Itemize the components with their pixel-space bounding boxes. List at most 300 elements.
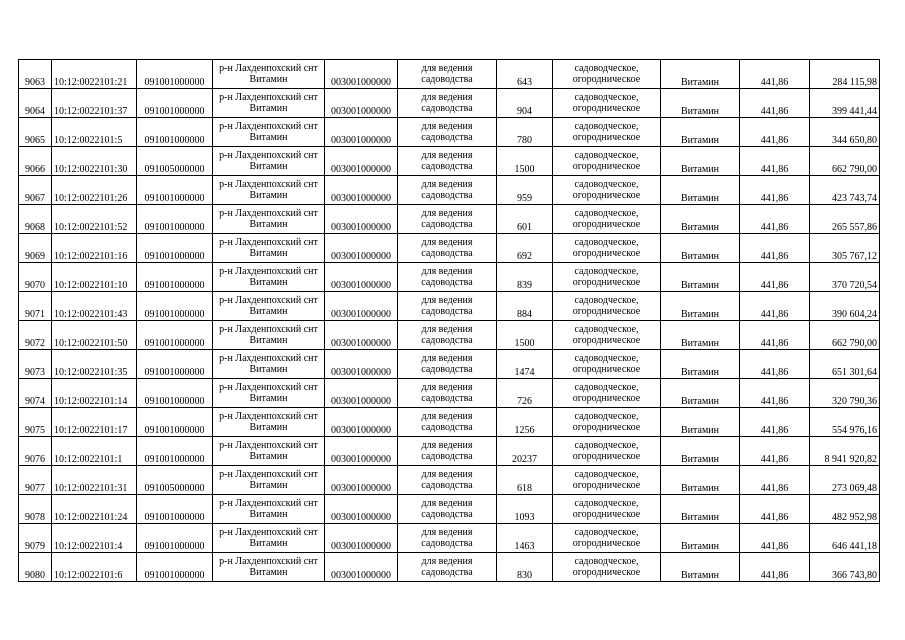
permitted-use-cell-line: для ведения [421,295,473,306]
specific-value-cell: 441,86 [740,118,810,147]
cadastral-number-cell: 10:12:0022101:6 [52,553,137,582]
permitted-use-cell [398,118,497,147]
permitted-use-cell [398,408,497,437]
cadastral-value-cell: 390 604,24 [810,292,880,321]
table-row [19,466,880,495]
permitted-use-cell-line: садоводства [421,538,473,549]
partnership-name-cell: Витамин [661,118,740,147]
permitted-use-cell [398,553,497,582]
land-category-cell-line: садоводческое, [574,411,639,422]
address-cell-line: р-н Лахденпохский снт [219,208,318,219]
address-cell-line: р-н Лахденпохский снт [219,295,318,306]
table-row [19,321,880,350]
partnership-name-cell: Витамин [661,89,740,118]
category-code-cell: 003001000000 [325,321,398,350]
permitted-use-cell-line: садоводства [421,277,473,288]
address-cell [213,89,325,118]
cadastral-number-cell: 10:12:0022101:24 [52,495,137,524]
table-row [19,234,880,263]
permitted-use-cell-line: садоводства [421,364,473,375]
partnership-name-cell: Витамин [661,379,740,408]
area-cell: 1500 [497,147,553,176]
oktmo-code-cell: 091001000000 [137,118,213,147]
address-cell-line: р-н Лахденпохский снт [219,469,318,480]
land-category-cell [553,292,661,321]
specific-value-cell: 441,86 [740,524,810,553]
specific-value-cell: 441,86 [740,234,810,263]
permitted-use-cell-line: садоводства [421,306,473,317]
address-cell [213,60,325,89]
address-cell [213,408,325,437]
land-category-cell [553,379,661,408]
address-cell-line: р-н Лахденпохский снт [219,440,318,451]
row-number-cell: 9065 [19,118,52,147]
permitted-use-cell-line: садоводства [421,335,473,346]
land-category-cell-line: огородническое [572,103,641,114]
address-cell-line: Витамин [249,451,288,462]
address-cell-line: Витамин [249,509,288,520]
permitted-use-cell [398,495,497,524]
land-category-cell [553,263,661,292]
cadastral-number-cell: 10:12:0022101:17 [52,408,137,437]
category-code-cell: 003001000000 [325,408,398,437]
oktmo-code-cell: 091001000000 [137,292,213,321]
cadastral-value-cell: 651 301,64 [810,350,880,379]
address-cell [213,234,325,263]
table-row [19,495,880,524]
address-cell [213,379,325,408]
permitted-use-cell-line: садоводства [421,161,473,172]
cadastral-value-cell: 646 441,18 [810,524,880,553]
row-number-cell: 9079 [19,524,52,553]
land-category-cell-line: огородническое [572,248,641,259]
address-cell-line: р-н Лахденпохский снт [219,179,318,190]
area-cell: 1256 [497,408,553,437]
category-code-cell: 003001000000 [325,495,398,524]
specific-value-cell: 441,86 [740,466,810,495]
cadastral-value-cell: 423 743,74 [810,176,880,205]
permitted-use-cell-line: для ведения [421,150,473,161]
area-cell: 20237 [497,437,553,466]
area-cell: 1474 [497,350,553,379]
permitted-use-cell [398,263,497,292]
category-code-cell: 003001000000 [325,89,398,118]
cadastral-number-cell: 10:12:0022101:21 [52,60,137,89]
partnership-name-cell: Витамин [661,292,740,321]
permitted-use-cell [398,89,497,118]
category-code-cell: 003001000000 [325,234,398,263]
address-cell-line: Витамин [249,190,288,201]
oktmo-code-cell: 091001000000 [137,89,213,118]
permitted-use-cell-line: для ведения [421,208,473,219]
land-category-cell-line: огородническое [572,451,641,462]
cadastral-value-cell: 662 790,00 [810,147,880,176]
cadastral-value-cell: 399 441,44 [810,89,880,118]
area-cell: 618 [497,466,553,495]
partnership-name-cell: Витамин [661,205,740,234]
address-cell-line: Витамин [249,248,288,259]
specific-value-cell: 441,86 [740,60,810,89]
table-row [19,553,880,582]
land-category-cell-line: огородническое [572,190,641,201]
permitted-use-cell [398,292,497,321]
cadastral-value-cell: 305 767,12 [810,234,880,263]
permitted-use-cell-line: садоводства [421,393,473,404]
category-code-cell: 003001000000 [325,553,398,582]
land-category-cell [553,495,661,524]
permitted-use-cell-line: для ведения [421,121,473,132]
permitted-use-cell-line: для ведения [421,382,473,393]
address-cell-line: р-н Лахденпохский снт [219,121,318,132]
oktmo-code-cell: 091001000000 [137,524,213,553]
table-row [19,263,880,292]
partnership-name-cell: Витамин [661,408,740,437]
permitted-use-cell-line: садоводства [421,567,473,578]
land-category-cell-line: садоводческое, [574,150,639,161]
permitted-use-cell-line: для ведения [421,92,473,103]
permitted-use-cell-line: для ведения [421,556,473,567]
permitted-use-cell [398,234,497,263]
category-code-cell: 003001000000 [325,524,398,553]
land-category-cell [553,60,661,89]
permitted-use-cell [398,205,497,234]
oktmo-code-cell: 091005000000 [137,147,213,176]
address-cell-line: Витамин [249,103,288,114]
specific-value-cell: 441,86 [740,89,810,118]
row-number-cell: 9067 [19,176,52,205]
permitted-use-cell-line: садоводства [421,480,473,491]
land-category-cell-line: огородническое [572,480,641,491]
specific-value-cell: 441,86 [740,553,810,582]
land-category-cell-line: садоводческое, [574,121,639,132]
address-cell [213,147,325,176]
table-row [19,437,880,466]
cadastral-value-cell: 370 720,54 [810,263,880,292]
category-code-cell: 003001000000 [325,263,398,292]
specific-value-cell: 441,86 [740,292,810,321]
oktmo-code-cell: 091001000000 [137,553,213,582]
specific-value-cell: 441,86 [740,437,810,466]
land-category-cell-line: огородническое [572,509,641,520]
category-code-cell: 003001000000 [325,60,398,89]
permitted-use-cell [398,437,497,466]
address-cell [213,321,325,350]
oktmo-code-cell: 091001000000 [137,263,213,292]
cadastral-value-cell: 273 069,48 [810,466,880,495]
area-cell: 959 [497,176,553,205]
land-category-cell-line: огородническое [572,364,641,375]
row-number-cell: 9064 [19,89,52,118]
address-cell-line: Витамин [249,393,288,404]
address-cell-line: р-н Лахденпохский снт [219,266,318,277]
category-code-cell: 003001000000 [325,379,398,408]
permitted-use-cell-line: садоводства [421,190,473,201]
table-row [19,118,880,147]
land-category-cell [553,524,661,553]
address-cell-line: р-н Лахденпохский снт [219,498,318,509]
permitted-use-cell [398,147,497,176]
cadastral-number-cell: 10:12:0022101:16 [52,234,137,263]
address-cell [213,524,325,553]
permitted-use-cell-line: садоводства [421,451,473,462]
oktmo-code-cell: 091001000000 [137,321,213,350]
land-category-cell-line: садоводческое, [574,92,639,103]
category-code-cell: 003001000000 [325,118,398,147]
land-category-cell-line: садоводческое, [574,382,639,393]
land-category-cell-line: садоводческое, [574,63,639,74]
cadastral-number-cell: 10:12:0022101:37 [52,89,137,118]
oktmo-code-cell: 091005000000 [137,466,213,495]
address-cell [213,263,325,292]
partnership-name-cell: Витамин [661,147,740,176]
category-code-cell: 003001000000 [325,205,398,234]
row-number-cell: 9071 [19,292,52,321]
area-cell: 830 [497,553,553,582]
permitted-use-cell [398,379,497,408]
row-number-cell: 9063 [19,60,52,89]
land-category-cell [553,147,661,176]
address-cell [213,495,325,524]
category-code-cell: 003001000000 [325,147,398,176]
land-category-cell [553,205,661,234]
address-cell-line: Витамин [249,277,288,288]
cadastral-value-cell: 554 976,16 [810,408,880,437]
permitted-use-cell-line: садоводства [421,248,473,259]
land-category-cell-line: огородническое [572,538,641,549]
cadastral-value-cell: 8 941 920,82 [810,437,880,466]
address-cell-line: р-н Лахденпохский снт [219,556,318,567]
land-category-cell-line: огородническое [572,393,641,404]
area-cell: 1093 [497,495,553,524]
oktmo-code-cell: 091001000000 [137,176,213,205]
permitted-use-cell-line: для ведения [421,179,473,190]
address-cell-line: р-н Лахденпохский снт [219,353,318,364]
table-row [19,292,880,321]
land-category-cell-line: огородническое [572,335,641,346]
cadastral-value-cell: 662 790,00 [810,321,880,350]
address-cell [213,466,325,495]
land-plots-table [18,59,880,582]
table-row [19,350,880,379]
partnership-name-cell: Витамин [661,466,740,495]
land-category-cell [553,408,661,437]
row-number-cell: 9073 [19,350,52,379]
area-cell: 1463 [497,524,553,553]
row-number-cell: 9080 [19,553,52,582]
permitted-use-cell [398,60,497,89]
cadastral-number-cell: 10:12:0022101:4 [52,524,137,553]
row-number-cell: 9069 [19,234,52,263]
permitted-use-cell-line: для ведения [421,440,473,451]
cadastral-number-cell: 10:12:0022101:52 [52,205,137,234]
specific-value-cell: 441,86 [740,205,810,234]
category-code-cell: 003001000000 [325,350,398,379]
cadastral-value-cell: 320 790,36 [810,379,880,408]
permitted-use-cell-line: садоводства [421,509,473,520]
address-cell [213,553,325,582]
address-cell-line: р-н Лахденпохский снт [219,63,318,74]
address-cell [213,118,325,147]
land-category-cell-line: садоводческое, [574,266,639,277]
table-row [19,379,880,408]
permitted-use-cell-line: садоводства [421,132,473,143]
land-category-cell-line: огородническое [572,567,641,578]
partnership-name-cell: Витамин [661,437,740,466]
row-number-cell: 9066 [19,147,52,176]
address-cell-line: Витамин [249,132,288,143]
oktmo-code-cell: 091001000000 [137,437,213,466]
land-category-cell-line: садоводческое, [574,237,639,248]
land-category-cell [553,89,661,118]
land-category-cell [553,350,661,379]
table-body [19,60,880,582]
address-cell-line: р-н Лахденпохский снт [219,237,318,248]
table-row [19,408,880,437]
address-cell-line: Витамин [249,335,288,346]
partnership-name-cell: Витамин [661,524,740,553]
permitted-use-cell-line: для ведения [421,237,473,248]
cadastral-value-cell: 344 650,80 [810,118,880,147]
specific-value-cell: 441,86 [740,176,810,205]
permitted-use-cell [398,466,497,495]
land-category-cell [553,321,661,350]
land-category-cell-line: садоводческое, [574,324,639,335]
permitted-use-cell [398,321,497,350]
cadastral-value-cell: 265 557,86 [810,205,880,234]
cadastral-number-cell: 10:12:0022101:50 [52,321,137,350]
land-category-cell-line: садоводческое, [574,556,639,567]
address-cell-line: Витамин [249,306,288,317]
table-row [19,89,880,118]
land-category-cell-line: садоводческое, [574,208,639,219]
oktmo-code-cell: 091001000000 [137,495,213,524]
address-cell [213,292,325,321]
land-category-cell-line: садоводческое, [574,179,639,190]
address-cell-line: Витамин [249,161,288,172]
specific-value-cell: 441,86 [740,495,810,524]
oktmo-code-cell: 091001000000 [137,234,213,263]
cadastral-number-cell: 10:12:0022101:31 [52,466,137,495]
permitted-use-cell-line: для ведения [421,411,473,422]
land-category-cell [553,118,661,147]
row-number-cell: 9077 [19,466,52,495]
land-category-cell-line: садоводческое, [574,527,639,538]
table-row [19,147,880,176]
land-category-cell-line: огородническое [572,74,641,85]
permitted-use-cell-line: для ведения [421,469,473,480]
table-row [19,524,880,553]
table-row [19,205,880,234]
category-code-cell: 003001000000 [325,176,398,205]
address-cell-line: р-н Лахденпохский снт [219,527,318,538]
specific-value-cell: 441,86 [740,350,810,379]
address-cell-line: р-н Лахденпохский снт [219,92,318,103]
partnership-name-cell: Витамин [661,553,740,582]
cadastral-number-cell: 10:12:0022101:35 [52,350,137,379]
table-row [19,60,880,89]
cadastral-number-cell: 10:12:0022101:14 [52,379,137,408]
cadastral-number-cell: 10:12:0022101:43 [52,292,137,321]
category-code-cell: 003001000000 [325,437,398,466]
partnership-name-cell: Витамин [661,350,740,379]
row-number-cell: 9068 [19,205,52,234]
cadastral-value-cell: 482 952,98 [810,495,880,524]
land-category-cell [553,437,661,466]
oktmo-code-cell: 091001000000 [137,379,213,408]
permitted-use-cell [398,176,497,205]
land-category-cell-line: огородническое [572,219,641,230]
partnership-name-cell: Витамин [661,60,740,89]
permitted-use-cell-line: для ведения [421,353,473,364]
permitted-use-cell-line: для ведения [421,324,473,335]
area-cell: 1500 [497,321,553,350]
address-cell [213,350,325,379]
land-category-cell [553,466,661,495]
permitted-use-cell-line: для ведения [421,63,473,74]
land-category-cell-line: огородническое [572,161,641,172]
specific-value-cell: 441,86 [740,263,810,292]
area-cell: 839 [497,263,553,292]
partnership-name-cell: Витамин [661,176,740,205]
partnership-name-cell: Витамин [661,263,740,292]
table-row [19,176,880,205]
area-cell: 692 [497,234,553,263]
cadastral-number-cell: 10:12:0022101:1 [52,437,137,466]
area-cell: 904 [497,89,553,118]
cadastral-number-cell: 10:12:0022101:30 [52,147,137,176]
row-number-cell: 9078 [19,495,52,524]
address-cell-line: Витамин [249,364,288,375]
permitted-use-cell [398,524,497,553]
area-cell: 780 [497,118,553,147]
area-cell: 884 [497,292,553,321]
address-cell-line: Витамин [249,567,288,578]
oktmo-code-cell: 091001000000 [137,205,213,234]
address-cell [213,205,325,234]
oktmo-code-cell: 091001000000 [137,350,213,379]
land-category-cell-line: огородническое [572,306,641,317]
address-cell-line: р-н Лахденпохский снт [219,324,318,335]
area-cell: 643 [497,60,553,89]
address-cell-line: Витамин [249,219,288,230]
row-number-cell: 9074 [19,379,52,408]
address-cell [213,176,325,205]
permitted-use-cell-line: садоводства [421,422,473,433]
address-cell [213,437,325,466]
address-cell-line: р-н Лахденпохский снт [219,411,318,422]
row-number-cell: 9072 [19,321,52,350]
oktmo-code-cell: 091001000000 [137,408,213,437]
specific-value-cell: 441,86 [740,321,810,350]
permitted-use-cell-line: садоводства [421,219,473,230]
address-cell-line: Витамин [249,74,288,85]
category-code-cell: 003001000000 [325,292,398,321]
permitted-use-cell-line: садоводства [421,103,473,114]
address-cell-line: Витамин [249,480,288,491]
cadastral-number-cell: 10:12:0022101:5 [52,118,137,147]
partnership-name-cell: Витамин [661,234,740,263]
row-number-cell: 9075 [19,408,52,437]
land-category-cell-line: садоводческое, [574,353,639,364]
land-category-cell-line: садоводческое, [574,498,639,509]
permitted-use-cell [398,350,497,379]
area-cell: 601 [497,205,553,234]
address-cell-line: Витамин [249,422,288,433]
cadastral-number-cell: 10:12:0022101:26 [52,176,137,205]
permitted-use-cell-line: для ведения [421,527,473,538]
area-cell: 726 [497,379,553,408]
row-number-cell: 9076 [19,437,52,466]
